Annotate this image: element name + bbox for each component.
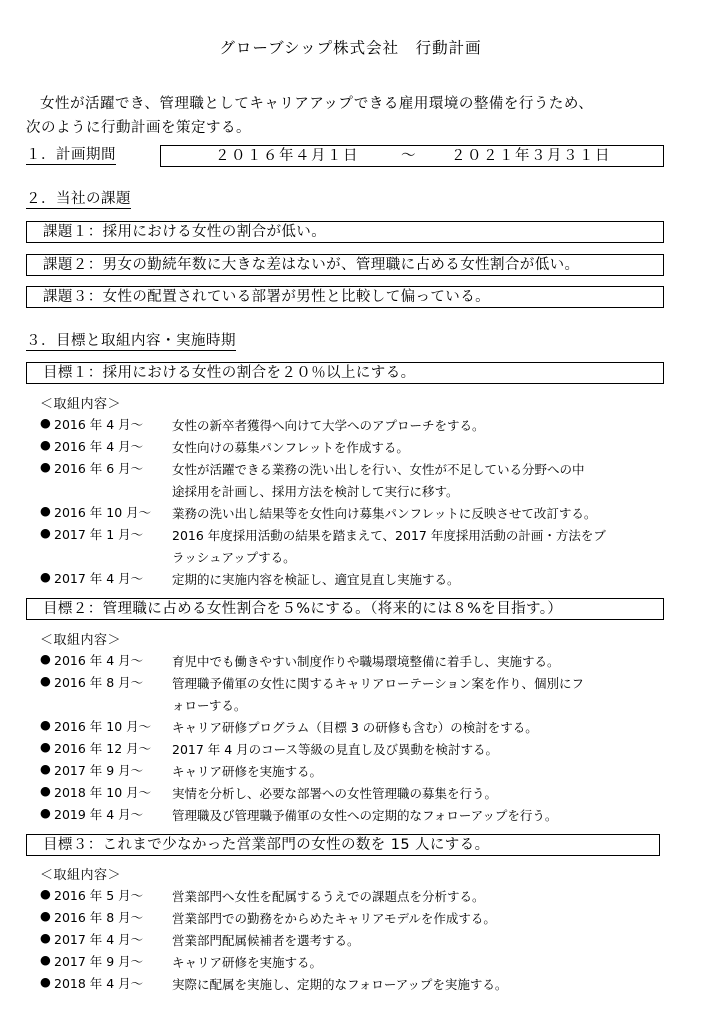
goal-box-3: 目標３：これまで少なかった営業部門の女性の数を 15 人にする。 [26, 834, 660, 856]
item-date: 2016 年 8 月～ [54, 675, 144, 690]
bullet-icon: ● [40, 930, 51, 945]
item-text: 営業部門配属候補者を選考する。 [172, 933, 360, 948]
item-text: 営業部門へ女性を配属するうえでの課題点を分析する。 [172, 889, 485, 904]
goal-box-1: 目標１：採用における女性の割合を２０％以上にする。 [26, 362, 664, 384]
item-text: 途採用を計画し、採用方法を検討して実行に移す。 [172, 484, 459, 499]
item-text: キャリア研修を実施する。 [172, 955, 323, 970]
item-date: 2017 年 1 月～ [54, 527, 144, 542]
item-date: 2018 年 10 月～ [54, 785, 152, 800]
item-text: 2017 年 4 月のコース等級の見直し及び異動を検討する。 [172, 742, 499, 757]
bullet-icon: ● [40, 651, 51, 666]
item-text: キャリア研修を実施する。 [172, 764, 323, 779]
item-text: 女性の新卒者獲得へ向けて大学へのアプローチをする。 [172, 418, 485, 433]
item-text: 業務の洗い出し結果等を女性向け募集パンフレットに反映させて改訂する。 [172, 506, 597, 521]
item-text: 管理職予備軍の女性に関するキャリアローテーション案を作り、個別にフ [172, 676, 585, 691]
period-box [160, 145, 664, 167]
goal-1-subheading: ＜取組内容＞ [40, 397, 122, 412]
item-date: 2017 年 4 月～ [54, 571, 144, 586]
item-text: 営業部門での勤務をからめたキャリアモデルを作成する。 [172, 911, 496, 926]
item-text: 管理職及び管理職予備軍の女性への定期的なフォローアップを行う。 [172, 808, 558, 823]
bullet-icon: ● [40, 717, 51, 732]
item-date: 2016 年 12 月～ [54, 741, 152, 756]
bullet-icon: ● [40, 525, 51, 540]
item-date: 2016 年 10 月～ [54, 719, 152, 734]
item-date: 2017 年 9 月～ [54, 763, 144, 778]
item-date: 2016 年 10 月～ [54, 505, 152, 520]
bullet-icon: ● [40, 437, 51, 452]
item-date: 2016 年 4 月～ [54, 653, 144, 668]
goal-2-subheading: ＜取組内容＞ [40, 633, 122, 648]
item-text: ォローする。 [172, 698, 247, 713]
item-date: 2016 年 5 月～ [54, 888, 144, 903]
issue-box-3: 課題３：女性の配置されている部署が男性と比較して偏っている。 [26, 286, 664, 308]
item-text: 育児中でも働きやすい制度作りや職場環境整備に着手し、実施する。 [172, 654, 560, 669]
bullet-icon: ● [40, 908, 51, 923]
bullet-icon: ● [40, 783, 51, 798]
section-heading-issues: ２．当社の課題 [26, 191, 131, 207]
item-date: 2017 年 9 月～ [54, 954, 144, 969]
issue-box-2: 課題２：男女の勤続年数に大きな差はないが、管理職に占める女性割合が低い。 [26, 254, 664, 276]
period-end: ２０２１年３月３１日 [451, 148, 611, 164]
item-date: 2016 年 4 月～ [54, 439, 144, 454]
item-text: 女性が活躍できる業務の洗い出しを行い、女性が不足している分野への中 [172, 462, 585, 477]
bullet-icon: ● [40, 952, 51, 967]
bullet-icon: ● [40, 886, 51, 901]
period-start: ２０１６年４月１日 [215, 148, 359, 164]
bullet-icon: ● [40, 761, 51, 776]
issue-box-1: 課題１：採用における女性の割合が低い。 [26, 221, 664, 243]
goal-3-subheading: ＜取組内容＞ [40, 868, 122, 883]
intro-paragraph [26, 92, 676, 140]
item-date: 2019 年 4 月～ [54, 807, 144, 822]
item-date: 2016 年 8 月～ [54, 910, 144, 925]
bullet-icon: ● [40, 503, 51, 518]
item-text: キャリア研修プログラム（目標 3 の研修も含む）の検討をする。 [172, 720, 538, 735]
page-title: グローブシップ株式会社 行動計画 [219, 39, 482, 57]
item-date: 2016 年 6 月～ [54, 461, 144, 476]
intro-line-1: 女性が活躍でき、管理職としてキャリアアップできる雇用環境の整備を行うため、 [40, 96, 594, 112]
bullet-icon: ● [40, 673, 51, 688]
item-date: 2018 年 4 月～ [54, 976, 144, 991]
item-text: ラッシュアップする。 [172, 550, 296, 565]
period-tilde: ～ [401, 148, 417, 164]
bullet-icon: ● [40, 569, 51, 584]
bullet-icon: ● [40, 415, 51, 430]
item-text: 実際に配属を実施し、定期的なフォローアップを実施する。 [172, 977, 508, 992]
section-heading-goals: ３．目標と取組内容・実施時期 [26, 333, 236, 349]
item-text: 定期的に実施内容を検証し、適宜見直し実施する。 [172, 572, 460, 587]
bullet-icon: ● [40, 459, 51, 474]
intro-line-2: 次のように行動計画を策定する。 [26, 120, 251, 136]
bullet-icon: ● [40, 739, 51, 754]
item-date: 2016 年 4 月～ [54, 417, 144, 432]
item-text: 女性向けの募集パンフレットを作成する。 [172, 440, 409, 455]
item-text: 2016 年度採用活動の結果を踏まえて、2017 年度採用活動の計画・方法をブ [172, 528, 606, 543]
bullet-icon: ● [40, 974, 51, 989]
item-date: 2017 年 4 月～ [54, 932, 144, 947]
section-heading-period: １．計画期間 [26, 147, 116, 163]
bullet-icon: ● [40, 805, 51, 820]
goal-box-2: 目標２：管理職に占める女性割合を５%にする。（将来的には８%を目指す。） [26, 598, 664, 620]
item-text: 実情を分析し、必要な部署への女性管理職の募集を行う。 [172, 786, 498, 801]
